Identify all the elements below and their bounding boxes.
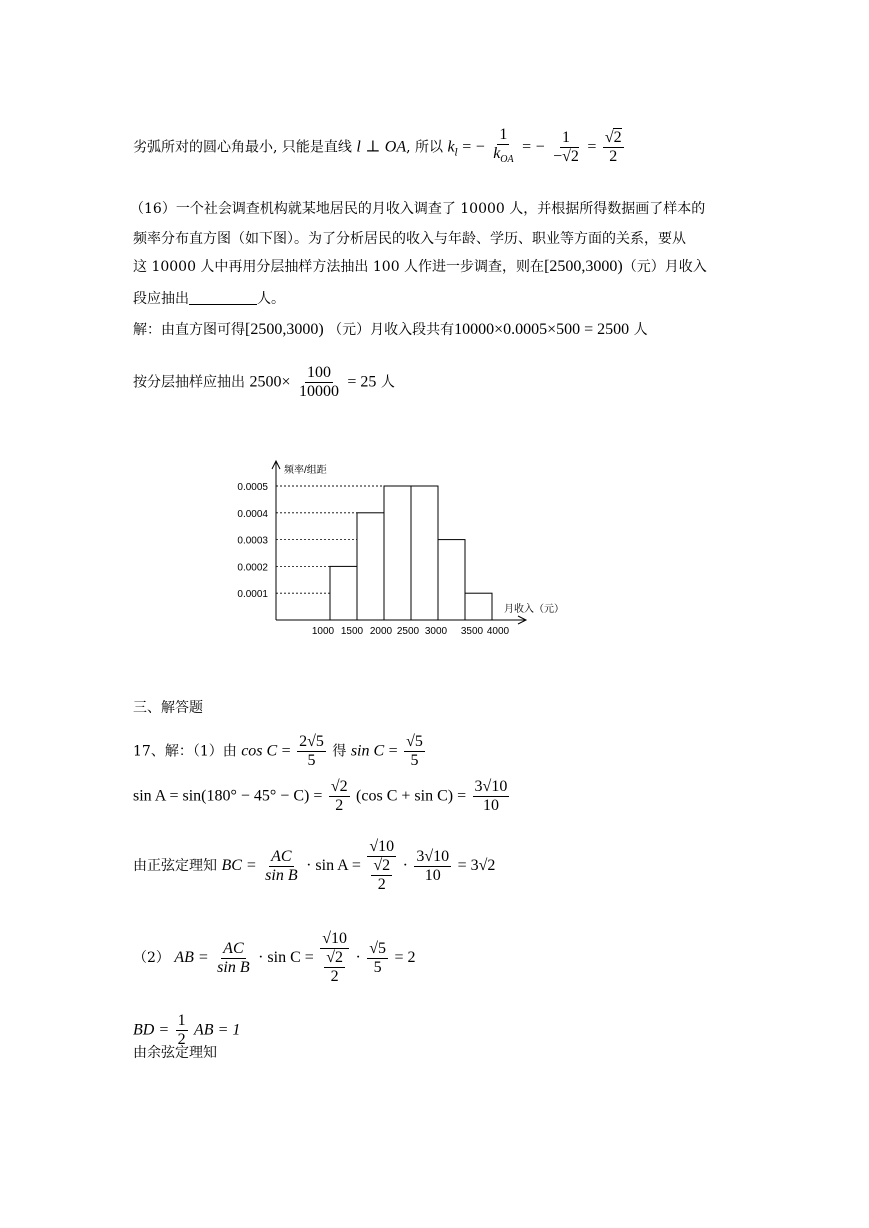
histogram-bar (465, 593, 492, 620)
problem-16-line-2: 频率分布直方图（如下图）。为了分析居民的收入与年龄、学历、职业等方面的关系，要从 (133, 231, 686, 247)
x-tick-label: 1000 (311, 626, 335, 637)
problem-17-line-3: 由正弦定理知 BC = $\frac{AC}{\text{sin B}}$ · sin A = $\frac{√10}{\frac{√2}{2}}$ · $\frac{3√10}{10}$ = 3√2 (133, 838, 496, 893)
x-tick-label: 3500 (460, 626, 484, 637)
section-title: 三、解答题 (133, 700, 203, 716)
problem-16-line-3: 这 10000 人中再用分层抽样方法抽出 100 人作进一步调查，则在[2500,3000)（元）月收入 (133, 258, 707, 275)
histogram-bar (438, 540, 465, 620)
y-tick-label: 0.0004 (237, 508, 268, 520)
y-tick-label: 0.0003 (237, 535, 268, 547)
fraction: $\frac{2√5}{5}$ (299, 733, 324, 769)
problem-17-line-1: 17、解：（1）由 cos C = $\frac{2√5}{5}$ 得 sin C = $\frac{√5}{5}$ (133, 733, 423, 769)
x-tick-label: 1500 (340, 626, 364, 637)
histogram-bar (411, 486, 438, 620)
x-tick-label: 2000 (369, 626, 393, 637)
y-tick-label: 0.0002 (237, 562, 268, 574)
fraction: $\frac{3√10}{10}$ (416, 847, 450, 884)
fraction: $\frac{AC}{\text{sin B}}$ (265, 847, 298, 884)
y-tick-label: 0.0001 (237, 589, 268, 601)
fraction: $\frac{√2}{2}$ (326, 949, 344, 985)
fraction: $\frac{100}{10000}$ (298, 364, 339, 400)
fraction: $\frac{3√10}{10}$ (474, 778, 508, 814)
problem-17-line-6: 由余弦定理知 (133, 1045, 217, 1061)
y-tick-label: 0.0005 (237, 482, 268, 493)
fraction: $\frac{√2}{2}$ (330, 778, 348, 814)
problem-17-line-5: BD = $\frac{1}{2}$ AB = 1 (133, 1012, 241, 1048)
fraction: $\frac{1}{2}$ (177, 1012, 186, 1048)
y-axis-label: 频率/组距 (284, 465, 327, 476)
fraction: $\frac{√5}{5}$ (369, 939, 387, 976)
histogram-bar (357, 513, 384, 620)
fraction: $\frac{√2}{2}$ (373, 857, 391, 893)
fraction: $\frac{AC}{\text{sin B}}$ (217, 939, 250, 976)
fraction: $\frac{√10}{\frac{√2}{2}}$ (369, 838, 395, 893)
x-tick-label: 2500 (396, 626, 420, 637)
fraction: $\frac{1}{k_{OA}}$ (493, 126, 514, 166)
histogram-bar (384, 486, 411, 620)
solution-16-line-2: 按分层抽样应抽出 2500× $\frac{100}{10000}$ = 25 人 (133, 364, 395, 400)
fraction: $\frac{1}{-√2}$ (553, 129, 579, 166)
problem-16-line-1: （16）一个社会调查机构就某地居民的月收入调查了 10000 人，并根据所得数据画了样本的 (130, 201, 706, 217)
problem-17-line-2: sin A = sin(180° − 45° − C) = $\frac{√2}{2}$ (cos C + sin C) = $\frac{3√10}{10}$ (133, 778, 508, 814)
fraction: $\frac{√5}{5}$ (406, 733, 423, 769)
fraction: $\frac{√10}{\frac{√2}{2}}$ (322, 930, 348, 985)
x-axis-label: 月收入（元） (504, 604, 564, 615)
x-tick-label: 4000 (486, 626, 510, 637)
histogram-bar (330, 566, 357, 620)
problem-17-line-4: （2） AB = $\frac{AC}{\text{sin B}}$ · sin C = $\frac{√10}{\frac{√2}{2}}$ · $\frac{√5}{5}$ = 2 (133, 930, 416, 985)
answer-blank (189, 290, 257, 305)
solution-16-line-1: 解：由直方图可得[2500,3000) （元）月收入段共有10000×0.0005×500 = 2500 人 (133, 321, 648, 338)
line-1: 劣弧所对的圆心角最小, 只能是直线 l ⊥ OA, 所以 $k_l$ = − $\frac{1}{k_{OA}}$ = − $\frac{1}{-√2}$ = $\frac{√2}{2}$ (133, 126, 626, 169)
x-tick-label: 3000 (424, 626, 448, 637)
fraction: $\frac{√2}{2}$ (604, 129, 622, 166)
histogram-chart (226, 453, 586, 643)
problem-16-line-4: 段应抽出 人。 (133, 291, 285, 307)
